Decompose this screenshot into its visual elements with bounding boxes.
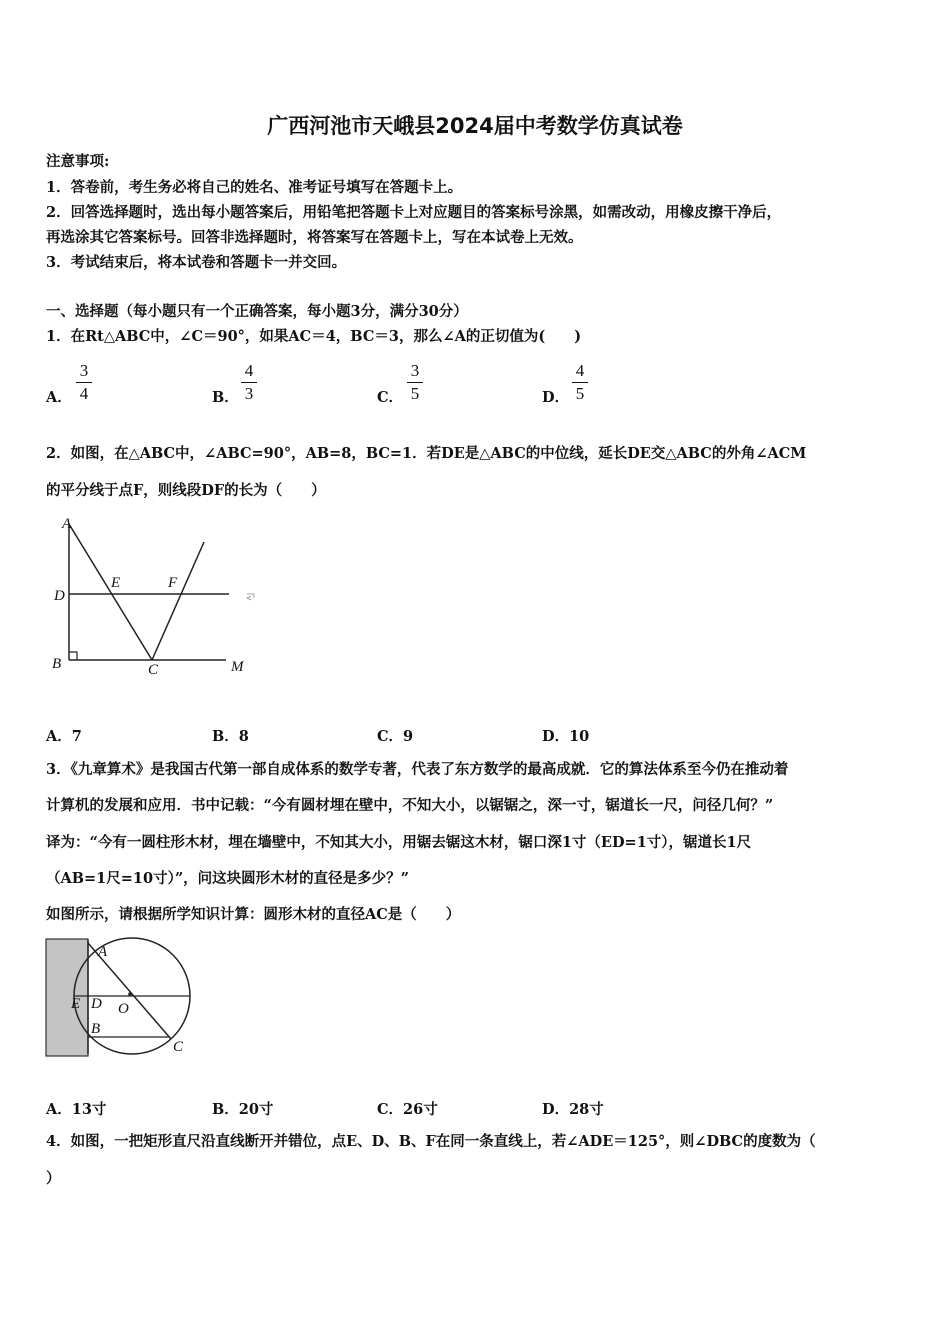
- return-mark-icon: [247, 594, 254, 600]
- q3-figure: [44, 934, 194, 1062]
- q3-stem-line-5: 如图所示，请根据所学知识计算：圆形木材的直径AC是（ ）: [46, 906, 461, 923]
- numerator: 4: [244, 361, 254, 380]
- label-a: A: [62, 516, 72, 532]
- label-m: M: [231, 659, 244, 675]
- denominator: 5: [410, 384, 420, 403]
- q1-option-c-fraction: [407, 361, 423, 404]
- label-b: B: [52, 656, 62, 672]
- q2-option-a: A．7: [46, 728, 82, 745]
- wall: [46, 939, 88, 1056]
- notice-item-2b: 再选涂其它答案标号。回答非选择题时，将答案写在答题卡上，写在本试卷上无效。: [46, 229, 583, 246]
- denominator: 3: [244, 384, 254, 403]
- label-b: B: [91, 1021, 101, 1037]
- q2-stem-line-1: 2．如图，在△ABC中，∠ABC=90°，AB=8，BC=1．若DE是△ABC的中位线，延长DE交△ABC的外角∠ACM: [46, 445, 807, 462]
- notice-heading: 注意事项:: [46, 153, 110, 170]
- q2-option-d: D．10: [542, 728, 590, 745]
- label-d: D: [91, 996, 102, 1012]
- q3-option-a: A．13寸: [46, 1101, 107, 1118]
- q2-option-c: C．9: [377, 728, 414, 745]
- q1-stem: 1．在Rt△ABC中，∠C＝90°，如果AC＝4，BC＝3，那么∠A的正切值为( ): [46, 328, 582, 345]
- q3-option-b: B．20寸: [212, 1101, 274, 1118]
- label-c: C: [173, 1039, 184, 1055]
- denominator: 5: [575, 384, 585, 403]
- numerator: 3: [410, 361, 420, 380]
- q1-option-c-label: C．: [377, 389, 404, 406]
- page-title: 广西河池市天峨县2024届中考数学仿真试卷: [267, 114, 683, 138]
- q1-option-b-label: B．: [212, 389, 239, 406]
- right-angle-mark: [69, 652, 77, 660]
- numerator: 4: [575, 361, 585, 380]
- denominator: 4: [79, 384, 89, 403]
- notice-item-2a: 2．回答选择题时，选出每小题答案后，用铅笔把答题卡上对应题目的答案标号涂黑，如需改动，用橡皮擦干净后，: [46, 204, 782, 221]
- q3-option-c: C．26寸: [377, 1101, 438, 1118]
- q4-stem-line-2: ）: [46, 1170, 61, 1187]
- q1-option-d-fraction: [572, 361, 588, 404]
- segment-ac: [69, 524, 152, 660]
- q2-option-b: B．8: [212, 728, 249, 745]
- notice-item-1: 1．答卷前，考生务必将自己的姓名、准考证号填写在答题卡上。: [46, 179, 463, 196]
- q2-stem-line-2: 的平分线于点F，则线段DF的长为（ ）: [46, 482, 326, 499]
- notice-item-3: 3．考试结束后，将本试卷和答题卡一并交回。: [46, 254, 347, 271]
- q1-option-a-fraction: [76, 361, 92, 404]
- q3-stem-line-1: 3．《九章算术》是我国古代第一部自成体系的数学专著，代表了东方数学的最高成就．它的算法体系至今仍在推动着: [46, 761, 789, 778]
- bisector-cf: [152, 542, 204, 660]
- label-e: E: [71, 996, 81, 1012]
- q3-stem-line-4: （AB=1尺=10寸）”，问这块圆形木材的直径是多少？”: [46, 870, 410, 887]
- q1-option-a-label: A．: [46, 389, 72, 406]
- q4-stem-line-1: 4．如图，一把矩形直尺沿直线断开并错位，点E、D、B、F在同一条直线上，若∠ADE＝125°，则∠DBC的度数为（: [46, 1133, 816, 1150]
- q1-option-b-fraction: [241, 361, 257, 404]
- label-o: O: [118, 1001, 129, 1017]
- q3-stem-line-3: 译为：“今有一圆柱形木材，埋在墙壁中，不知其大小，用锯去锯这木材，锯口深1寸（ED=1寸），锯道长1尺: [46, 834, 752, 851]
- center-o: [128, 992, 132, 996]
- label-f: F: [168, 575, 178, 591]
- q3-stem-line-2: 计算机的发展和应用．书中记载：“今有圆材埋在壁中，不知大小，以锯锯之，深一寸，锯道长一尺，问径几何？”: [46, 797, 774, 814]
- q2-figure: [44, 512, 259, 682]
- numerator: 3: [79, 361, 89, 380]
- label-a: A: [98, 944, 108, 960]
- q3-option-d: D．28寸: [542, 1101, 604, 1118]
- label-e: E: [111, 575, 121, 591]
- label-c: C: [148, 662, 159, 678]
- section-heading: 一、选择题（每小题只有一个正确答案，每小题3分，满分30分）: [46, 303, 468, 320]
- q1-option-d-label: D．: [542, 389, 570, 406]
- label-d: D: [54, 588, 65, 604]
